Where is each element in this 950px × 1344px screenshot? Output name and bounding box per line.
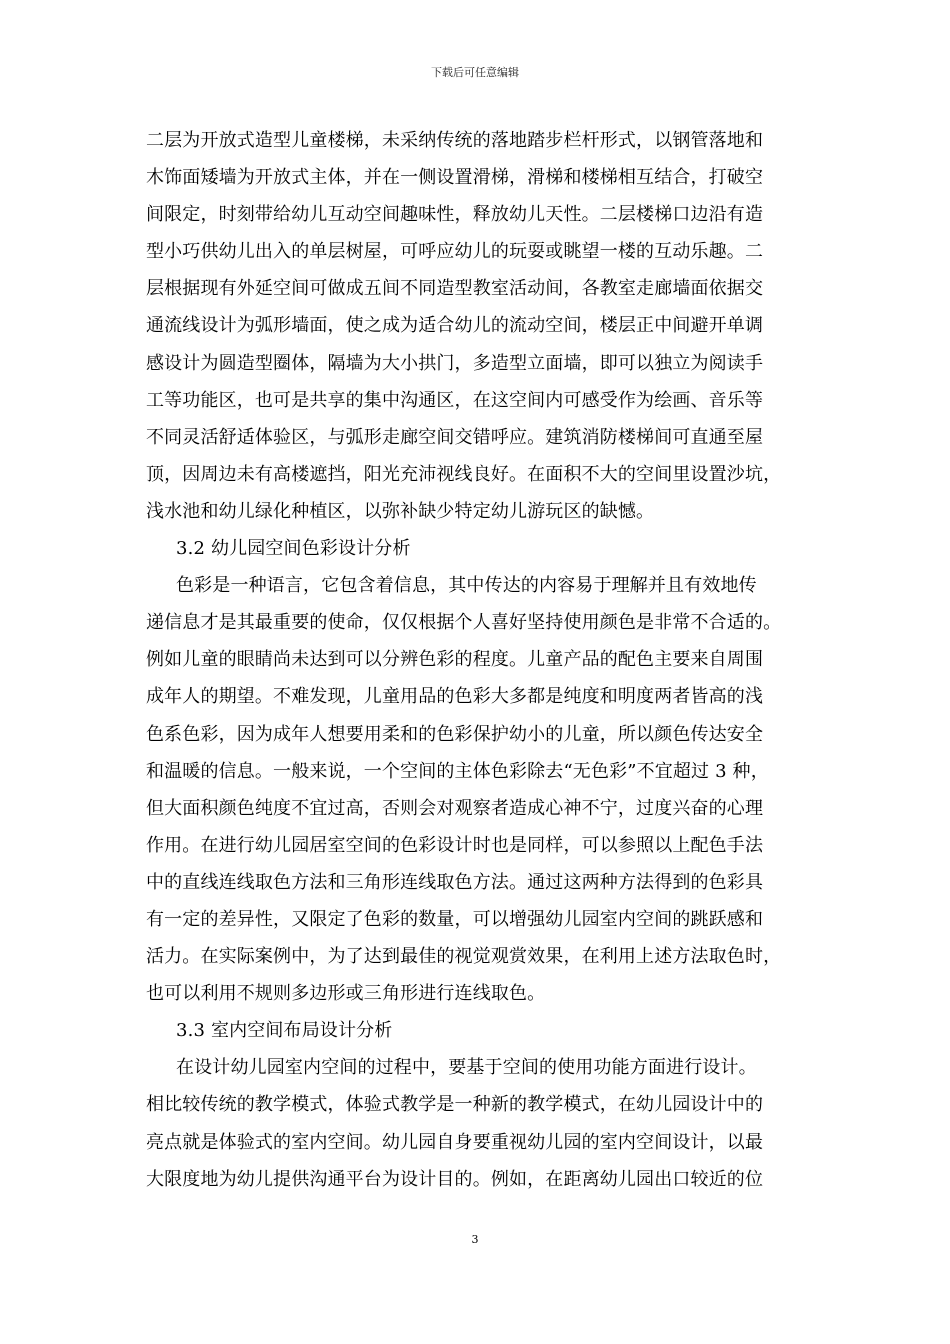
body-line: 工等功能区，也可是共享的集中沟通区，在这空间内可感受作为绘画、音乐等 xyxy=(146,389,764,411)
body-line: 型小巧供幼儿出入的单层树屋，可呼应幼儿的玩耍或眺望一楼的互动乐趣。二 xyxy=(146,241,764,263)
page-header: 下载后可任意编辑 xyxy=(431,66,519,79)
body-line: 感设计为圆造型圈体，隔墙为大小拱门，多造型立面墙，即可以独立为阅读手 xyxy=(146,352,764,374)
body-line: 间限定，时刻带给幼儿互动空间趣味性，释放幼儿天性。二层楼梯口边沿有造 xyxy=(146,204,764,226)
page-number: 3 xyxy=(471,1233,479,1246)
body-line: 色系色彩，因为成年人想要用柔和的色彩保护幼小的儿童，所以颜色传达安全 xyxy=(146,723,764,745)
body-line: 成年人的期望。不难发现，儿童用品的色彩大多都是纯度和明度两者皆高的浅 xyxy=(146,686,764,708)
section-heading-3-2: 3.2 幼儿园空间色彩设计分析 xyxy=(176,538,411,560)
body-line: 亮点就是体验式的室内空间。幼儿园自身要重视幼儿园的室内空间设计，以最 xyxy=(146,1131,764,1153)
section-heading-3-3: 3.3 室内空间布局设计分析 xyxy=(176,1020,393,1042)
body-line: 相比较传统的教学模式，体验式教学是一种新的教学模式，在幼儿园设计中的 xyxy=(146,1094,764,1116)
body-line: 也可以利用不规则多边形或三角形进行连线取色。 xyxy=(146,983,546,1005)
body-line: 浅水池和幼儿绿化种植区，以弥补缺少特定幼儿游玩区的缺憾。 xyxy=(146,500,655,522)
body-line: 二层为开放式造型儿童楼梯，未采纳传统的落地踏步栏杆形式，以钢管落地和 xyxy=(146,130,764,151)
body-line: 木饰面矮墙为开放式主体，并在一侧设置滑梯，滑梯和楼梯相互结合，打破空 xyxy=(146,167,764,189)
body-line: 和温暖的信息。一般来说，一个空间的主体色彩除去“无色彩”不宜超过 3 种， xyxy=(146,760,769,782)
body-line: 层根据现有外延空间可做成五间不同造型教室活动间，各教室走廊墙面依据交 xyxy=(146,278,764,300)
body-line: 大限度地为幼儿提供沟通平台为设计目的。例如，在距离幼儿园出口较近的位 xyxy=(146,1168,764,1190)
body-line: 作用。在进行幼儿园居室空间的色彩设计时也是同样，可以参照以上配色手法 xyxy=(146,834,764,856)
body-line: 中的直线连线取色方法和三角形连线取色方法。通过这两种方法得到的色彩具 xyxy=(146,871,764,893)
body-line: 通流线设计为弧形墙面，使之成为适合幼儿的流动空间，楼层正中间避开单调 xyxy=(146,315,764,337)
body-line: 递信息才是其最重要的使命，仅仅根据个人喜好坚持使用颜色是非常不合适的。 xyxy=(146,612,782,634)
body-line: 例如儿童的眼睛尚未达到可以分辨色彩的程度。儿童产品的配色主要来自周围 xyxy=(146,649,764,671)
body-line: 不同灵活舒适体验区，与弧形走廊空间交错呼应。建筑消防楼梯间可直通至屋 xyxy=(146,426,764,448)
document-body xyxy=(146,122,814,1198)
body-line-indented: 在设计幼儿园室内空间的过程中，要基于空间的使用功能方面进行设计。 xyxy=(176,1057,757,1079)
body-line: 但大面积颜色纯度不宜过高，否则会对观察者造成心神不宁，过度兴奋的心理 xyxy=(146,797,764,819)
body-line-indented: 色彩是一种语言，它包含着信息，其中传达的内容易于理解并且有效地传 xyxy=(176,575,757,597)
body-line: 有一定的差异性，又限定了色彩的数量，可以增强幼儿园室内空间的跳跃感和 xyxy=(146,908,764,930)
body-line: 顶，因周边未有高楼遮挡，阳光充沛视线良好。在面积不大的空间里设置沙坑， xyxy=(146,463,782,485)
body-line: 活力。在实际案例中，为了达到最佳的视觉观赏效果，在利用上述方法取色时， xyxy=(146,946,782,968)
